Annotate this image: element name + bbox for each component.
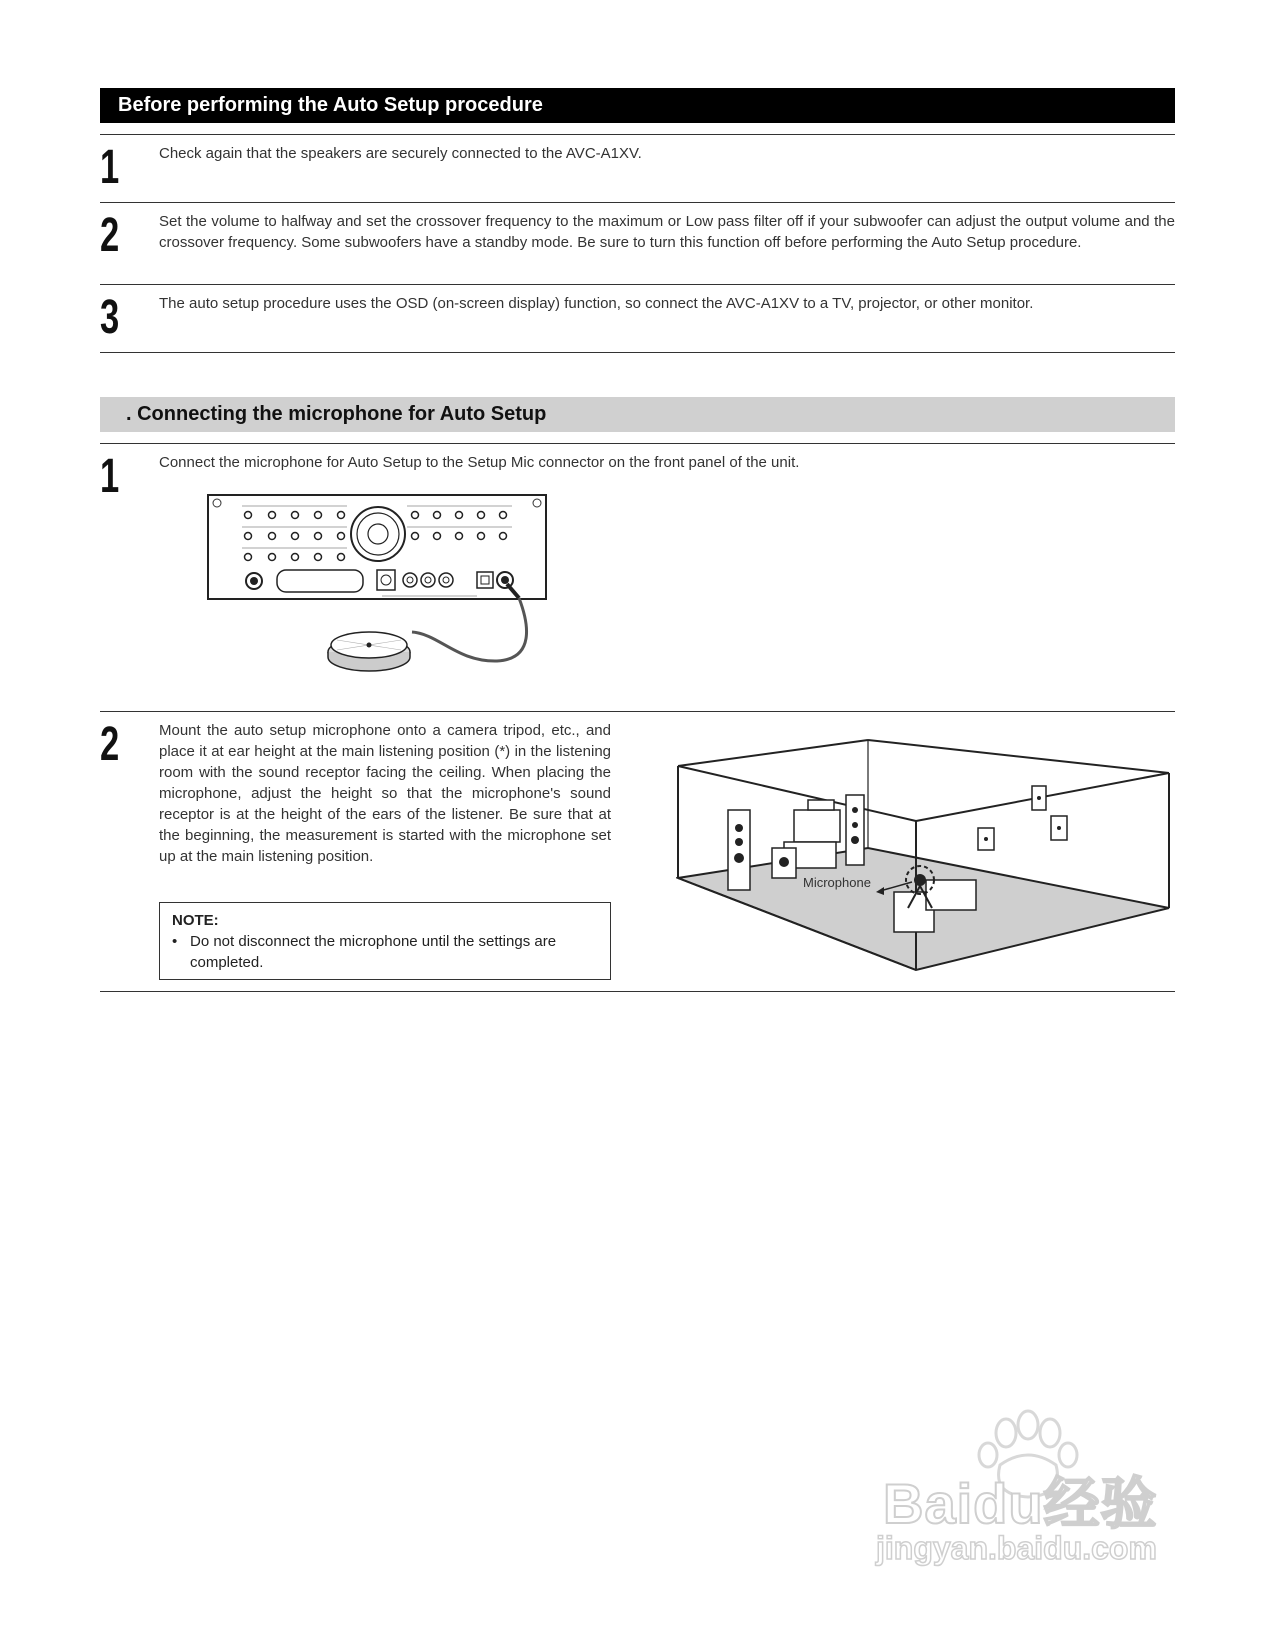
watermark: [876, 1405, 1188, 1605]
step-text: The auto setup procedure uses the OSD (on-screen display) function, so connect the AVC-A1XV to a TV, projector, or other monitor.: [159, 295, 1034, 312]
step-item: [100, 711, 1175, 991]
step-number: 1: [100, 450, 120, 503]
note-item: [172, 931, 598, 973]
section-header-connect-microphone: [100, 397, 1175, 432]
note-text: Do not disconnect the microphone until the settings are completed.: [190, 933, 557, 971]
microphone-label: Microphone: [803, 875, 871, 890]
step-item: [100, 443, 1175, 711]
step-number: 2: [100, 209, 120, 262]
step-item: [100, 284, 1175, 352]
section-header-auto-setup-before: [100, 88, 1175, 123]
step-text: Set the volume to halfway and set the crossover frequency to the maximum or Low pass filter off if your subwoofer can adjust the output volume and the crossover frequency. Some subwoofers have a standby mode. Be sure to turn this function off before performing the Auto Setup procedure.: [159, 213, 1175, 251]
step-item: [100, 202, 1175, 284]
bullet: •: [172, 933, 178, 950]
section-title: Before performing the Auto Setup procedure: [118, 94, 543, 116]
step-text: Connect the microphone for Auto Setup to the Setup Mic connector on the front panel of the unit.: [159, 454, 800, 471]
section-title: . Connecting the microphone for Auto Setup: [126, 403, 547, 425]
section-end-rule: [100, 991, 1175, 992]
step-item: [100, 134, 1175, 202]
watermark-brand: Baidu经验: [883, 1472, 1158, 1535]
section-divider: [100, 352, 1175, 397]
room-diagram: [676, 730, 1171, 982]
step-text: Check again that the speakers are securely connected to the AVC-A1XV.: [159, 145, 642, 162]
step-number: 3: [100, 291, 120, 344]
document-page: [100, 88, 1175, 992]
listening-room-illustration: [676, 730, 1171, 982]
front-panel-illustration: [207, 494, 552, 684]
note-title: NOTE:: [172, 912, 219, 929]
note-box: [159, 902, 611, 980]
step-text: Mount the auto setup microphone onto a camera tripod, etc., and place it at ear height at the main listening position (*) in the listening room with the sound receptor facing the ceiling. When placing the microphone, adjust the height so that the microphone's sound receptor is at the height of the ears of the listener. Be sure that at the beginning, the measurement is started with the microphone set up at the main listening position.: [159, 722, 611, 865]
watermark-url: jingyan.baidu.com: [876, 1530, 1157, 1566]
step-number: 1: [100, 141, 120, 194]
step-number: 2: [100, 718, 120, 771]
